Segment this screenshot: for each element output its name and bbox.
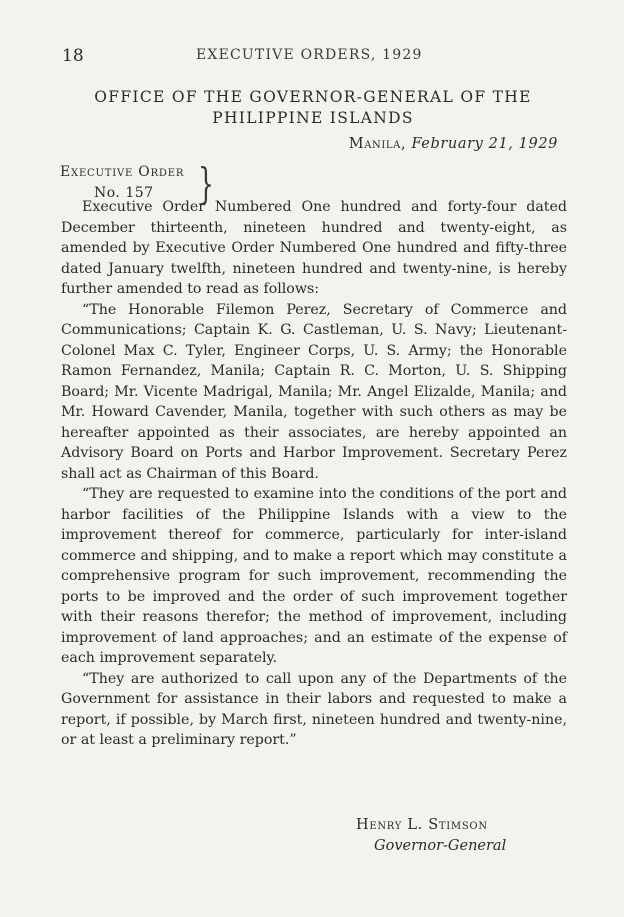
office-heading [60, 87, 566, 129]
dateline [349, 136, 558, 152]
signatory-name: Henry L. Stimson [356, 817, 488, 833]
body-paragraph: “They are authorized to call upon any of the Departments of the Government for assistance in their labors and requested to make a report, if possible, by March first, nineteen hundred and twenty-nine, or at least a preliminary report.” [61, 670, 567, 748]
signatory-title: Governor-General [374, 838, 507, 854]
order-body [61, 197, 567, 751]
page-number: 18 [62, 46, 84, 66]
body-paragraph: Executive Order Numbered One hundred and forty-four dated December thirteenth, nineteen hundred and twenty-eight, as amended by Executive Order Numbered One hundred and fifty-three dated January twelfth, nineteen hundred and twenty-nine, is hereby further amended to read as follows: [61, 199, 567, 297]
office-heading-line1: OFFICE OF THE GOVERNOR-GENERAL OF THE [94, 88, 532, 106]
order-number: No. 157 [94, 185, 154, 201]
brace-icon: } [198, 159, 215, 208]
body-paragraph: “They are requested to examine into the conditions of the port and harbor facilities of the Philippine Islands with a view to the improvement thereof for commerce, particularly for inter-island commerce and shipping, and to make a report which may constitute a comprehensive program for such improvement, recommending the ports to be improved and the order of such improvement together with their reasons therefor; the method of improvement, including improvement of land approaches; and an estimate of the expense of each improvement separately. [61, 486, 567, 666]
order-title: Executive Order [60, 164, 185, 180]
signature-block [356, 815, 566, 857]
dateline-place: Manila, [348, 136, 407, 152]
office-heading-line2: PHILIPPINE ISLANDS [212, 109, 414, 127]
running-title: EXECUTIVE ORDERS, 1929 [196, 47, 423, 63]
dateline-date: February 21, 1929 [411, 136, 558, 152]
body-paragraph: “The Honorable Filemon Perez, Secretary of Commerce and Communications; Captain K. G. Castleman, U. S. Navy; Lieutenant-Colonel Max C. Tyler, Engineer Corps, U. S. Army; the Honorable Ramon Fernandez, Manila; Captain R. C. Morton, U. S. Shipping Board; Mr. Vicente Madrigal, Manila; Mr. Angel Elizalde, Manila; and Mr. Howard Cavender, Manila, together with such others as may be hereafter appointed as their associates, are hereby appointed an Advisory Board on Ports and Harbor Improvement. Secretary Perez shall act as Chairman of this Board. [61, 301, 567, 482]
